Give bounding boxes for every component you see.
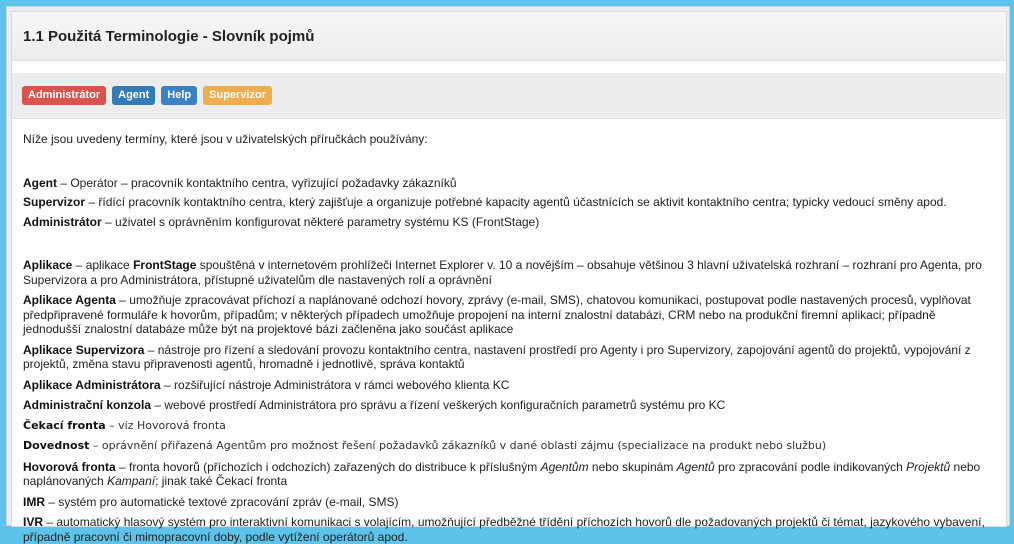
- tag-supervisor[interactable]: Supervizor: [203, 86, 272, 105]
- tag-agent[interactable]: Agent: [112, 86, 155, 105]
- title-bar: [12, 12, 1006, 61]
- term-label: Aplikace Agenta: [23, 293, 116, 307]
- def-aplikace: Aplikace – aplikace FrontStage spouštěná v internetovém prohlížeči Internet Explorer v. 10 a novějším – obsahuje většinou 3 hlavní uživatelská rozhraní – rozhraní pro Agenta, pro Supervizora a pro Administrátora, přístupné uživatelům dle nastavených rolí a oprávnění: [23, 258, 982, 287]
- def-supervisor-app: Aplikace Supervizora – nástroje pro řízení a sledování provozu kontaktního centra, nastavení prostředí pro Agenty i pro Supervizory, zapojování agentů do projektů, vypojování z projektů, změna stavu připravenosti agentů, hromadně i jednotlivě, správa kontaktů: [23, 342, 971, 371]
- intro-text: Níže jsou uvedeny termíny, které jsou v uživatelských příručkách používány:: [23, 132, 428, 146]
- term-label: Dovednost: [23, 439, 90, 452]
- term-label: IVR: [23, 515, 44, 529]
- def-skill: Dovednost – oprávnění přiřazená Agentům pro možnost řešení požadavků zákazníků v dané oblasti zájmu (specializace na produkt nebo službu): [23, 439, 827, 452]
- def-ivr: IVR – automatický hlasový systém pro interaktivní komunikaci s volajícím, umožňující předběžné třídění příchozích hovorů dle požadovaných projektů či témat, jazykového vybavení, případně pracovní či mimopracovní doby, podle vytížení operátorů apod.: [23, 515, 985, 544]
- def-agent-app: Aplikace Agenta – umožňuje zpracovávat příchozí a naplánované odchozí hovory, zprávy (e-mail, SMS), chatovou komunikaci, postupovat podle nastavených procesů, vyplňovat předpřipravené formuláře k hovorům, případům; v některých případech umožňuje propojení na interní znalostní databázi, CRM nebo na produkční firemní aplikaci; případně jednodušší znalostní databáze může být na projektové bázi začleněna jako součást aplikace: [23, 293, 971, 336]
- terminology-content: [12, 119, 1006, 544]
- def-imr: IMR – systém pro automatické textové zpracování zpráv (e-mail, SMS): [23, 494, 399, 509]
- term-label: Administrátor: [23, 214, 102, 229]
- def-call-queue: Hovorová fronta – fronta hovorů (příchozích i odchozích) zařazených do distribuce k příslušným Agentům nebo skupinám Agentů pro zpracování podle indikovaných Projektů nebo naplánovaných Kampaní; jinak také Čekací fronta: [23, 459, 981, 488]
- term-label: Hovorová fronta: [23, 459, 116, 474]
- term-label: Administrační konzola: [23, 398, 152, 412]
- tag-help[interactable]: Help: [161, 86, 197, 105]
- term-label: Supervizor: [23, 195, 86, 209]
- term-label: Agent: [23, 175, 57, 190]
- term-label: Aplikace Administrátora: [23, 377, 161, 392]
- term-label: Čekací fronta: [23, 418, 106, 432]
- def-admin-console: Administrační konzola – webové prostředí Administrátora pro správu a řízení veškerých konfiguračních parametrů systému pro KC: [23, 398, 726, 412]
- role-agent: Agent – Operátor – pracovník kontaktního centra, vyřizující požadavky zákazníků: [23, 175, 457, 190]
- role-supervisor: Supervizor – řídící pracovník kontaktního centra, který zajišťuje a organizuje potřebné kapacity agentů účastnících se aktivit kontaktního centra; typicky vedoucí směny apod.: [23, 195, 947, 209]
- term-label: Aplikace: [23, 258, 73, 272]
- def-admin-app: Aplikace Administrátora – rozšiřující nástroje Administrátora v rámci webového klienta KC: [23, 377, 510, 392]
- tag-administrator[interactable]: Administrátor: [22, 86, 106, 105]
- role-tags-bar: [12, 73, 1006, 119]
- term-label: IMR: [23, 494, 45, 509]
- term-label: Aplikace Supervizora: [23, 342, 145, 357]
- page-title: 1.1 Použitá Terminologie - Slovník pojmů: [23, 27, 315, 45]
- window-frame: [6, 6, 1010, 544]
- def-waiting-queue: Čekací fronta – viz Hovorová fronta: [23, 418, 226, 432]
- content-panel: [11, 11, 1007, 544]
- role-administrator: Administrátor – uživatel s oprávněním konfigurovat některé parametry systému KS (FrontStage): [23, 214, 540, 229]
